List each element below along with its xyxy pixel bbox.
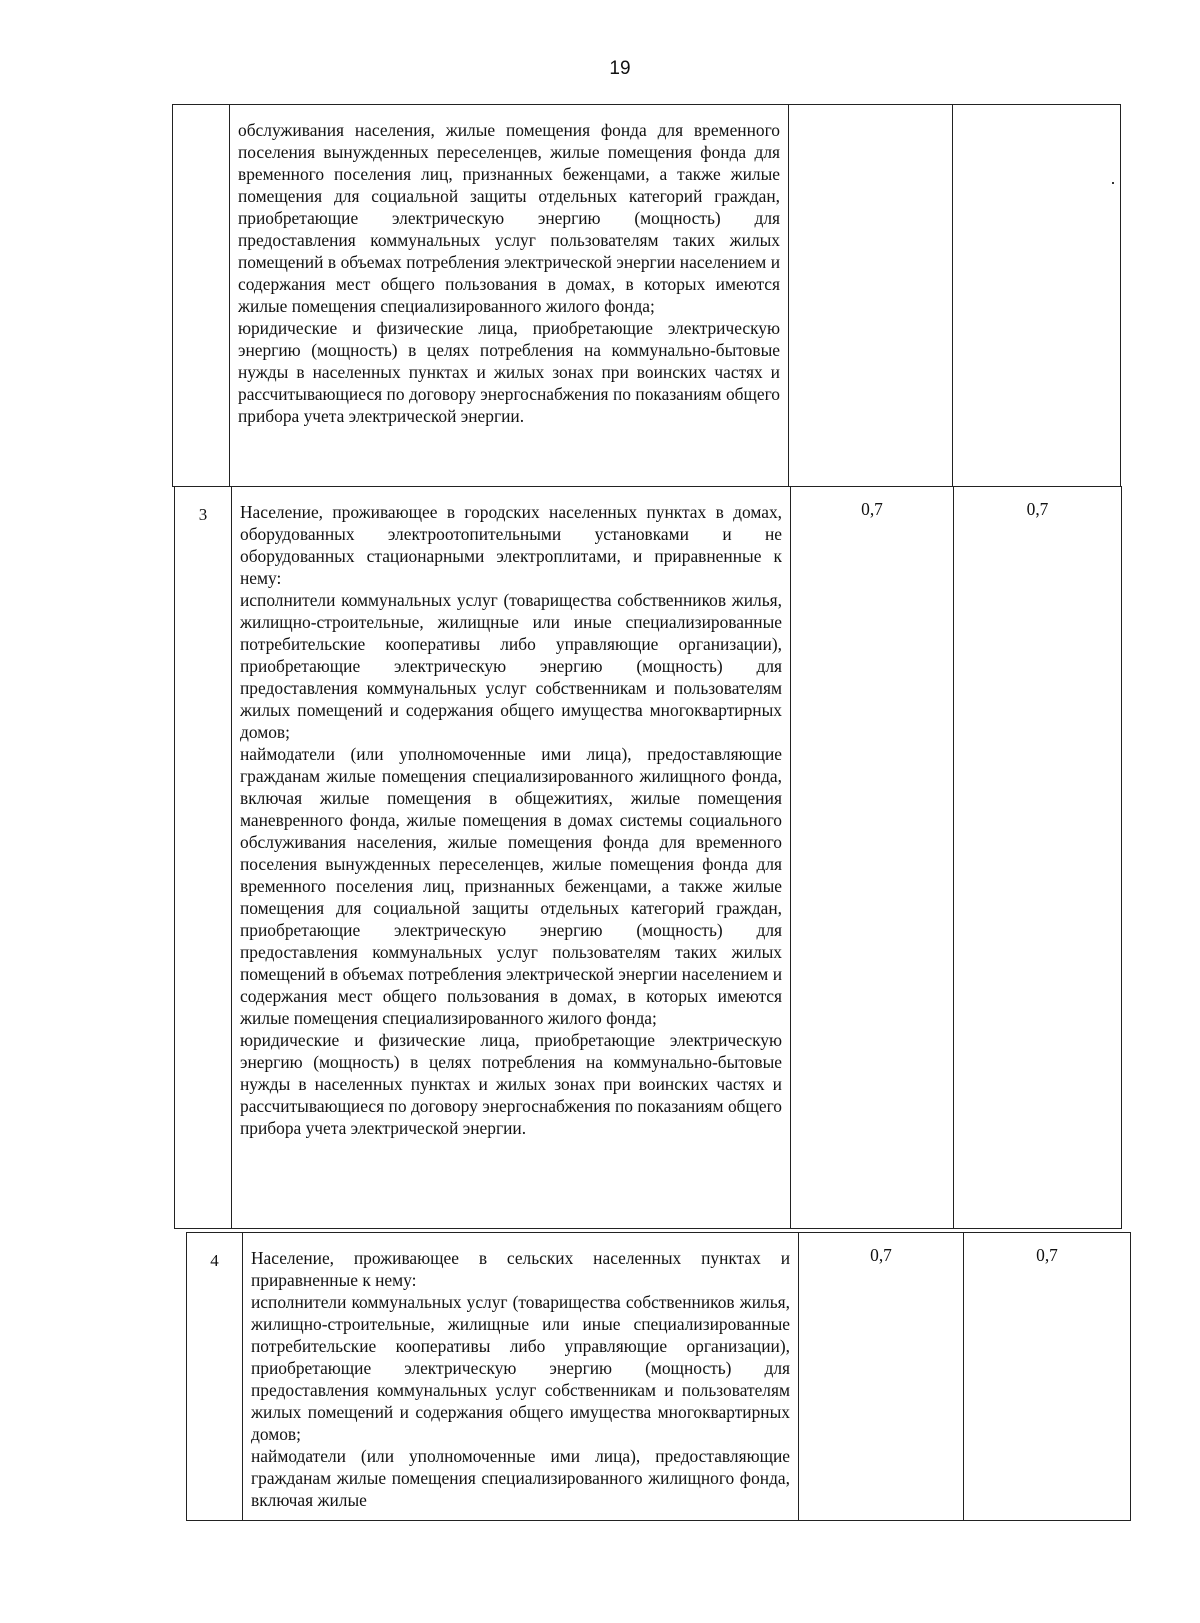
table-row [175, 487, 1122, 1229]
tariff-table-part-3 [186, 1232, 1131, 1521]
row-number-cell: 3 [175, 487, 232, 1229]
table-row [187, 1233, 1131, 1521]
row-description-cell [243, 1233, 799, 1521]
description-paragraph: юридические и физические лица, приобретающие электрическую энергию (мощность) в целях потребления на коммунально-бытовые нужды в населенных пунктах и жилых зонах при воинских частях и рассчитывающиеся по договору энергоснабжения по показаниям общего прибора учета электрической энергии. [238, 318, 780, 426]
description-paragraph: наймодатели (или уполномоченные ими лица), предоставляющие гражданам жилые помещения специализированного жилищного фонда, включая жилые помещения в общежитиях, жилые помещения маневренного фонда, жилые помещения в домах системы социального обслуживания населения, жилые помещения фонда для временного поселения вынужденных переселенцев, жилые помещения фонда для временного поселения лиц, признанных беженцами, а также жилые помещения для социальной защиты отдельных категорий граждан, приобретающие электрическую энергию (мощность) для предоставления коммунальных услуг пользователям таких жилых помещений в объемах потребления электрической энергии населением и содержания мест общего пользования в домах, в которых имеются жилые помещения специализированного жилого фонда; [240, 744, 782, 1028]
description-paragraph: Население, проживающее в городских населенных пунктах в домах, оборудованных электроотопительными установками и не оборудованных стационарными электроплитами, и приравненные к нему: [240, 502, 782, 588]
value-cell-2: 0,7 [954, 487, 1122, 1229]
description-paragraph: исполнители коммунальных услуг (товарищества собственников жилья, жилищно-строительные, жилищные или иные специализированные потребительские кооперативы либо управляющие организации), приобретающие электрическую энергию (мощность) для предоставления коммунальных услуг собственникам и пользователям жилых помещений и содержания общего имущества многоквартирных домов; [240, 590, 782, 742]
tariff-table-part-2 [174, 486, 1122, 1229]
tariff-table-part-1 [172, 104, 1121, 487]
description-paragraph: Население, проживающее в сельских населенных пунктах и приравненные к нему: [251, 1248, 790, 1290]
row-number-cell [173, 105, 230, 487]
page-number: 19 [609, 58, 631, 79]
value-cell-2 [953, 105, 1121, 487]
description-paragraph: обслуживания населения, жилые помещения фонда для временного поселения вынужденных переселенцев, жилые помещения фонда для временного поселения лиц, признанных беженцами, а также жилые помещения для социальной защиты отдельных категорий граждан, приобретающие электрическую энергию (мощность) для предоставления коммунальных услуг пользователям таких жилых помещений в объемах потребления электрической энергии населением и содержания мест общего пользования в домах, в которых имеются жилые помещения специализированного жилого фонда; [238, 120, 780, 316]
description-paragraph: исполнители коммунальных услуг (товарищества собственников жилья, жилищно-строительные, жилищные или иные специализированные потребительские кооперативы либо управляющие организации), приобретающие электрическую энергию (мощность) для предоставления коммунальных услуг собственникам и пользователям жилых помещений и содержания общего имущества многоквартирных домов; [251, 1292, 790, 1444]
value-cell-1: 0,7 [799, 1233, 964, 1521]
table-row [173, 105, 1121, 487]
row-description-cell [232, 487, 791, 1229]
row-number-cell: 4 [187, 1233, 243, 1521]
value-cell-1: 0,7 [791, 487, 954, 1229]
row-description-cell [230, 105, 789, 487]
value-cell-1 [789, 105, 953, 487]
description-paragraph: юридические и физические лица, приобретающие электрическую энергию (мощность) в целях потребления на коммунально-бытовые нужды в населенных пунктах и жилых зонах при воинских частях и рассчитывающиеся по договору энергоснабжения по показаниям общего прибора учета электрической энергии. [240, 1030, 782, 1138]
value-cell-2: 0,7 [964, 1233, 1131, 1521]
description-paragraph: наймодатели (или уполномоченные ими лица), предоставляющие гражданам жилые помещения специализированного жилищного фонда, включая жилые [251, 1446, 790, 1510]
